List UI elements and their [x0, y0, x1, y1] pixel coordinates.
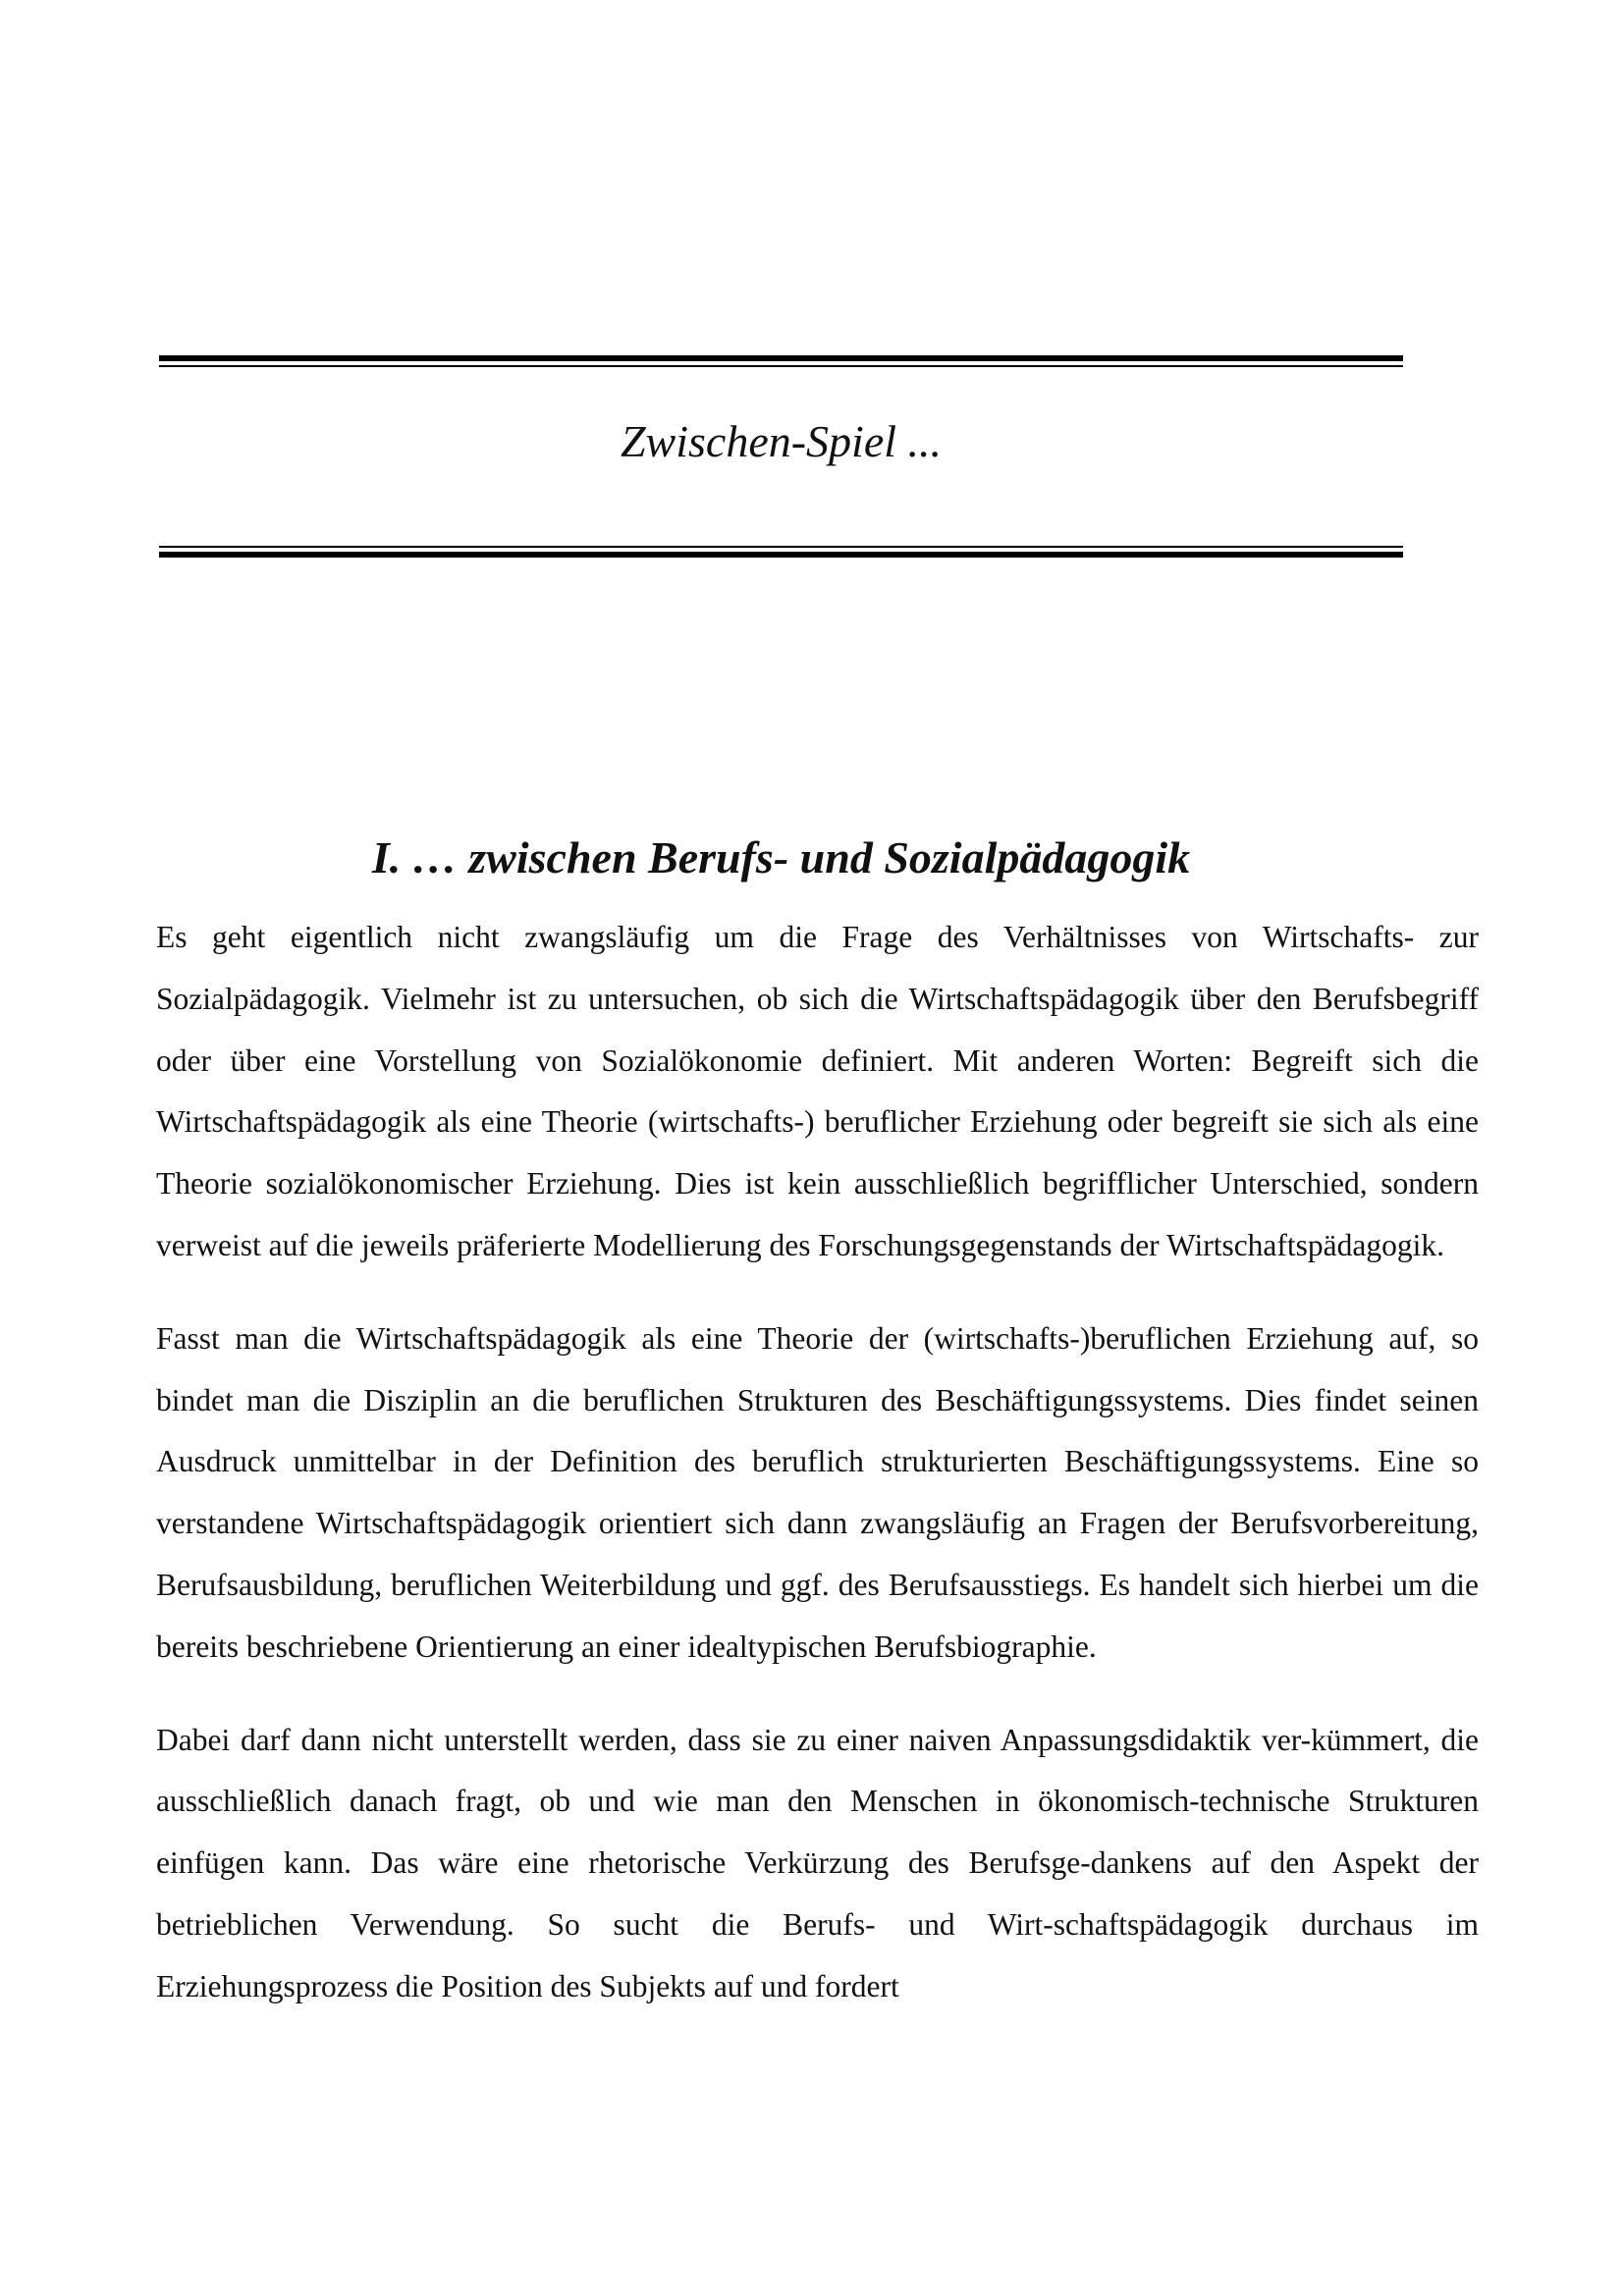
top-rule-thin — [159, 365, 1403, 367]
body-text — [156, 907, 1479, 2050]
bottom-rule-thick — [159, 552, 1403, 558]
paragraph: Es geht eigentlich nicht zwangsläufig um die Frage des Verhältnisses von Wirtschafts- zur Sozialpädagogik. Vielmehr ist zu untersuchen, ob sich die Wirtschaftspädagogik über den Berufsbegriff oder über eine Vorstellung von Sozialökonomie definiert. Mit anderen Worten: Begreift sich die Wirtschaftspädagogik als eine Theorie (wirtschafts-) beruflicher Erziehung oder begreift sie sich als eine Theorie sozialökonomischer Erziehung. Dies ist kein ausschließlich begrifflicher Unterschied, sondern verweist auf die jeweils präferierte Modellierung des Forschungsgegenstands der Wirtschaftspädagogik. — [156, 920, 1479, 1262]
part-title: Zwischen-Spiel ... — [620, 416, 943, 466]
paragraph: Dabei darf dann nicht unterstellt werden, dass sie zu einer naiven Anpassungsdidaktik ver-kümmert, die ausschließlich danach fragt, ob und wie man den Menschen in ökonomisch-technische Strukturen einfügen kann. Das wäre eine rhetorische Verkürzung des Berufsge-dankens auf den Aspekt der betrieblichen Verwendung. So sucht die Berufs- und Wirt-schaftspädagogik durchaus im Erziehungsprozess die Position des Subjekts auf und fordert — [156, 1722, 1479, 2003]
paragraph: Fasst man die Wirtschaftspädagogik als eine Theorie der (wirtschafts-)beruflichen Erziehung auf, so bindet man die Disziplin an die beruflichen Strukturen des Beschäftigungssystems. Dies findet seinen Ausdruck unmittelbar in der Definition des beruflich strukturierten Beschäftigungssystems. Eine so verstandene Wirtschaftspädagogik orientiert sich dann zwangsläufig an Fragen der Berufsvorbereitung, Berufsausbildung, beruflichen Weiterbildung und ggf. des Berufsausstiegs. Es handelt sich hierbei um die bereits beschriebene Orientierung an einer idealtypischen Berufsbiographie. — [156, 1320, 1479, 1664]
top-rule-thick — [159, 355, 1403, 361]
chapter-heading: I. … zwischen Berufs- und Sozialpädagogik — [371, 832, 1191, 882]
bottom-rule-thin — [159, 546, 1403, 548]
